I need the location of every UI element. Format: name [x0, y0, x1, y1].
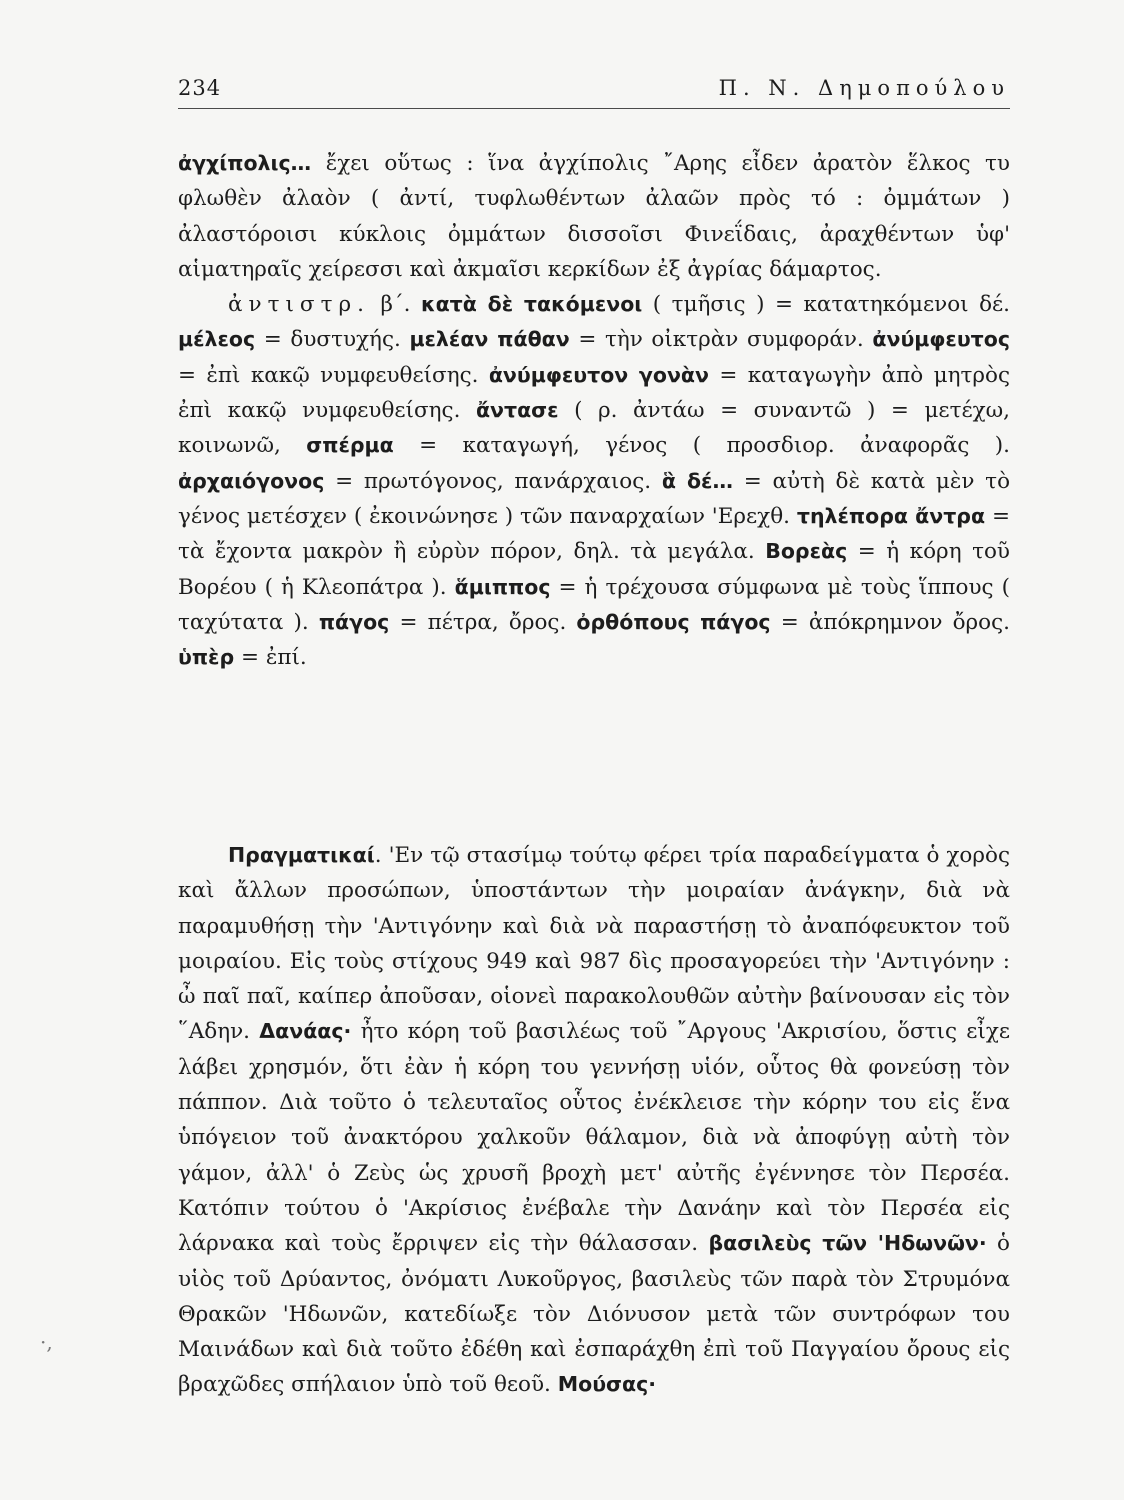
gloss-text: ἔχει οὕτως : ἵνα ἀγχίπολις ῎Αρης εἶδεν ἀρατὸν ἕλκος τυ φλωθὲν ἀλαὸν ( ἀντί, τυφλωθέντων ἀλαῶν πρὸς τό : ὀμμάτων ) ἀλαστόροισι κύκλοις ὀμμάτων δισσοῖσι Φινεΐδαις, ἀραχθέντων ὑφ' αἱματηραῖς χείρεσσι καὶ ἀκμαῖσι κερκίδων ἐξ ἀγρίας δάμαρτος.: [178, 151, 1010, 282]
gloss-text: = καταγωγὴν ἀπὸ μητρὸς ἐπὶ κακῷ νυμφευθείσης.: [178, 362, 1010, 424]
lemma: κατὰ δὲ τακόμενοι: [421, 292, 643, 317]
commentary-paragraph-1: [178, 146, 1010, 675]
lemma: πάγος: [318, 609, 390, 634]
body-text: . 'Εν τῷ στασίμῳ τούτῳ φέρει τρία παραδείγματα ὁ χορὸς καὶ ἄλλων προσώπων, ὑποστάντων τὴν μοιραίαν ἀνάγκην, διὰ νὰ παραμυθήσῃ τὴν 'Αντιγόνην καὶ διὰ νὰ παραστήσῃ τὸ ἀναπόφευκτον τοῦ μοιραίου. Εἰς τοὺς στίχους 949 καὶ 987 δὶς προσαγορεύει τὴν 'Αντιγόνην : ὦ παῖ παῖ, καίπερ ἀποῦσαν, οἱονεὶ παρακολουθῶν αὐτὴν βαίνουσαν εἰς τὸν ῞Αδην.: [178, 843, 1010, 1045]
gloss-text: = ἐπὶ κακῷ νυμφευθείσης.: [178, 362, 489, 388]
lemma: σπέρμα: [306, 433, 394, 458]
gloss-text: = τὴν οἰκτρὰν συμφοράν.: [569, 327, 873, 353]
gloss-text: = ἐπί.: [234, 645, 307, 671]
lemma: Δανάας·: [259, 1019, 352, 1044]
lemma: ἀνύμφευτος: [872, 327, 1010, 352]
gloss-text: = δυστυχής.: [255, 327, 410, 353]
section-label: ἀντιστρ.: [228, 292, 370, 318]
lemma: ἃ δέ…: [661, 468, 733, 493]
gloss-text: = πρωτόγονος, πανάρχαιος.: [324, 468, 662, 494]
lemma: ἀγχίπολις…: [178, 151, 312, 175]
section-heading: Πραγματικαί: [228, 843, 375, 867]
lemma: μελέαν πάθαν: [409, 327, 570, 352]
gloss-text: = τὰ ἔχοντα μακρὸν ἢ εὐρὺν πόρον, δηλ. τὰ μεγάλα.: [178, 503, 1010, 565]
lemma: ἄντασε: [475, 398, 559, 423]
gloss-text: = πέτρα, ὄρος.: [389, 609, 577, 635]
commentary-paragraph-2: [178, 838, 1010, 1403]
lemma: τηλέπορα ἄντρα: [796, 503, 986, 528]
body-text: ὁ υἱὸς τοῦ Δρύαντος, ὀνόματι Λυκοῦργος, βασιλεὺς τῶν παρὰ τὸν Στρυμόνα Θρακῶν 'Ηδωνῶν, κατεδίωξε τὸν Διόνυσον μετὰ τῶν συντρόφων του Μαινάδων καὶ διὰ τοῦτο ἐδέθη καὶ ἐσπαράχθη ἐπὶ τοῦ Παγγαίου ὄρους εἰς βραχῶδες σπήλαιον ὑπὸ τοῦ θεοῦ.: [178, 1231, 1010, 1398]
gloss-text: ( ρ. ἀντάω = συναντῶ ) = μετέχω, κοινωνῶ,: [178, 398, 1010, 459]
gloss-text: ( τμῆσις ) = κατατηκόμενοι δέ.: [642, 292, 1010, 318]
gloss-text: β΄.: [369, 292, 421, 318]
lemma: ἅμιππος: [454, 574, 551, 599]
lemma: ὀρθόπους πάγος: [576, 609, 771, 634]
page-number: 234: [178, 76, 222, 100]
running-head-author: Π. Ν. Δημοπούλου: [718, 76, 1010, 100]
gloss-text: = καταγωγή, γένος ( προσδιορ. ἀναφορᾶς ).: [393, 433, 1011, 459]
lemma: Μούσας·: [557, 1372, 657, 1397]
lemma: ἀρχαιόγονος: [178, 468, 325, 493]
gloss-text: = ἡ κόρη τοῦ Βορέου ( ἡ Κλεοπάτρα ).: [178, 539, 1010, 600]
gloss-text: = ἀπόκρημνον ὄρος.: [770, 609, 1010, 635]
lemma: μέλεος: [178, 327, 256, 352]
gloss-text: = αὐτὴ δὲ κατὰ μὲν τὸ γένος μετέσχεν ( ἐκοινώνησε ) τῶν παναρχαίων 'Ερεχθ.: [178, 468, 1011, 529]
body-text: ἦτο κόρη τοῦ βασιλέως τοῦ ῎Αργους 'Ακρισίου, ὅστις εἶχε λάβει χρησμόν, ὅτι ἐὰν ἡ κόρη του γεννήσῃ υἱόν, οὗτος θὰ φονεύσῃ τὸν πάππον. Διὰ τοῦτο ὁ τελευταῖος οὗτος ἐνέκλεισε τὴν κόρην του εἰς ἕνα ὑπόγειον τοῦ ἀνακτόρου χαλκοῦν θάλαμον, διὰ νὰ ἀποφύγῃ αὐτὴ τὸν γάμον, ἀλλ' ὁ Ζεὺς ὡς χρυσῆ βροχὴ μετ' αὐτῆς ἐγέννησε τὸν Περσέα. Κατόπιν τούτου ὁ 'Ακρίσιος ἐνέβαλε τὴν Δανάην καὶ τὸν Περσέα εἰς λάρνακα καὶ τοὺς ἔρριψεν εἰς τὴν θάλασσαν.: [178, 1019, 1011, 1257]
gloss-text: = ἡ τρέχουσα σύμφωνα μὲ τοὺς ἵππους ( ταχύτατα ).: [178, 574, 1011, 635]
page-header: [178, 74, 1010, 109]
lemma: ἀνύμφευτον γονὰν: [488, 362, 709, 387]
lemma: βασιλεὺς τῶν 'Ηδωνῶν·: [708, 1231, 987, 1256]
margin-mark: ·,: [40, 1330, 53, 1354]
lemma: ὑπὲρ: [178, 645, 235, 670]
lemma: Βορεὰς: [765, 539, 848, 564]
